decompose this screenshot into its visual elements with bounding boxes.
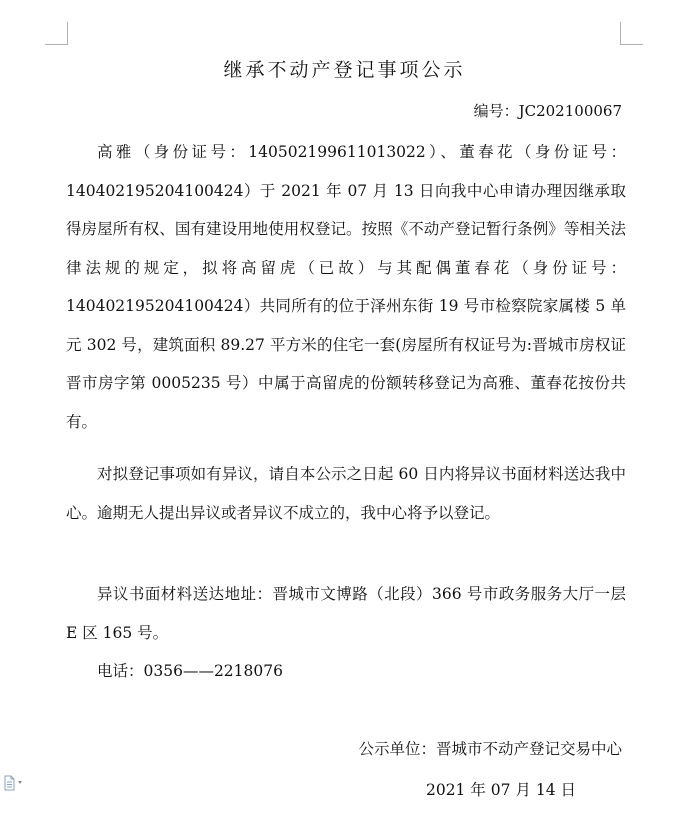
paragraph-objection: 对拟登记事项如有异议，请自本公示之日起 60 日内将异议书面材料送达我中心。逾期无人提出异议或者异议不成立的，我中心将予以登记。 — [66, 465, 626, 522]
paragraph-main: 高雅（身份证号：140502199611013022）、董春花（身份证号：140402195204100424）于 2021 年 07 月 13 日向我中心申请办理因继承取得房屋所有权、国有建设用地使用权登记。按照《不动产登记暂行条例》等相关法律法规的规定，拟将高留虎（已故）与其配偶董春花（身份证号：140402195204100424）共同所有的位于泽州东街 19 号市检察院家属楼 5 单元 302 号，建筑面积 89.27 平方米的住宅一套(房屋所有权证号为:晋城市房权证晋市房字第 0005235 号）中属于高留虎的份额转移登记为高雅、董春花按份共有。 — [66, 143, 626, 431]
page-corner-mark-top-left — [45, 22, 68, 45]
paragraph-phone: 电话：0356——2218076 — [97, 662, 283, 680]
document-icon[interactable] — [3, 775, 25, 791]
document-number: 编号：JC202100067 — [473, 102, 622, 120]
publisher-line: 公示单位：晋城市不动产登记交易中心 — [358, 740, 622, 758]
paragraph-address: 异议书面材料送达地址：晋城市文博路（北段）366 号市政务服务大厅一层 E 区 165 号。 — [66, 585, 626, 642]
document-title: 继承不动产登记事项公示 — [223, 59, 466, 81]
publish-date: 2021 年 07 月 14 日 — [425, 781, 576, 799]
page-corner-mark-top-right — [620, 22, 643, 45]
